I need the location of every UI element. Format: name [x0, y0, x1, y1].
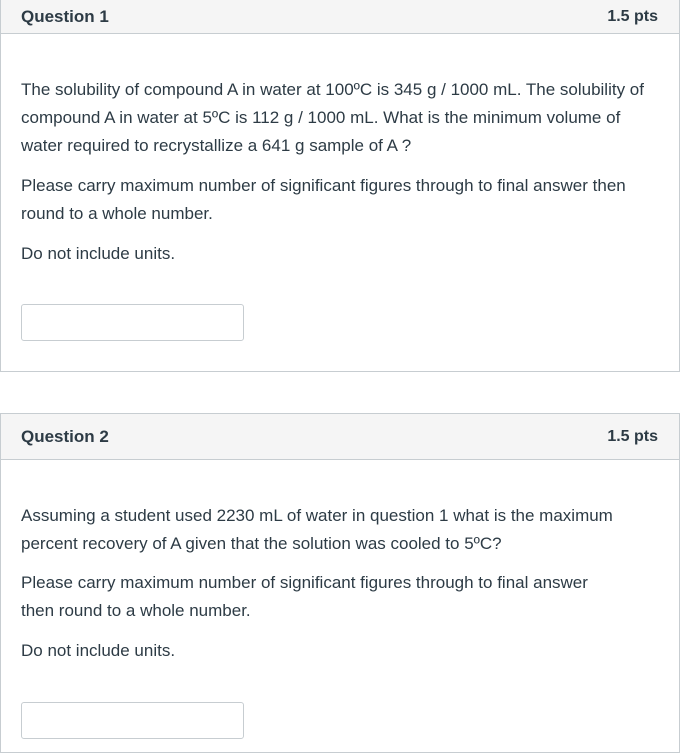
question-1-text: The solubility of compound A in water at 100ºC is 345 g / 1000 mL. The solubility of compound A in water at 5ºC is 112 g / 1000 mL. What is the minimum volume of water required to recrystallize a 641 g sample of A ? [21, 80, 644, 155]
question-2-points: 1.5 pts [607, 427, 658, 445]
question-1-title: Question 1 [21, 6, 109, 26]
question-1-answer-input[interactable] [21, 304, 244, 341]
question-1-header [1, 0, 679, 34]
question-1-instructions: Please carry maximum number of significant figures through to final answer then round to a whole number. [21, 176, 626, 223]
question-2-instructions: Please carry maximum number of significant figures through to final answer then round to a whole number. [21, 573, 588, 620]
question-2-card [0, 413, 680, 753]
question-2-header [1, 414, 679, 460]
question-1-card [0, 0, 680, 372]
question-2-text: Assuming a student used 2230 mL of water in question 1 what is the maximum percent recovery of A given that the solution was cooled to 5ºC? [21, 506, 613, 553]
question-1-points: 1.5 pts [607, 7, 658, 25]
question-2-title: Question 2 [21, 426, 109, 446]
question-2-answer-input[interactable] [21, 702, 244, 739]
question-2-units-note: Do not include units. [21, 641, 176, 660]
question-1-units-note: Do not include units. [21, 244, 176, 263]
